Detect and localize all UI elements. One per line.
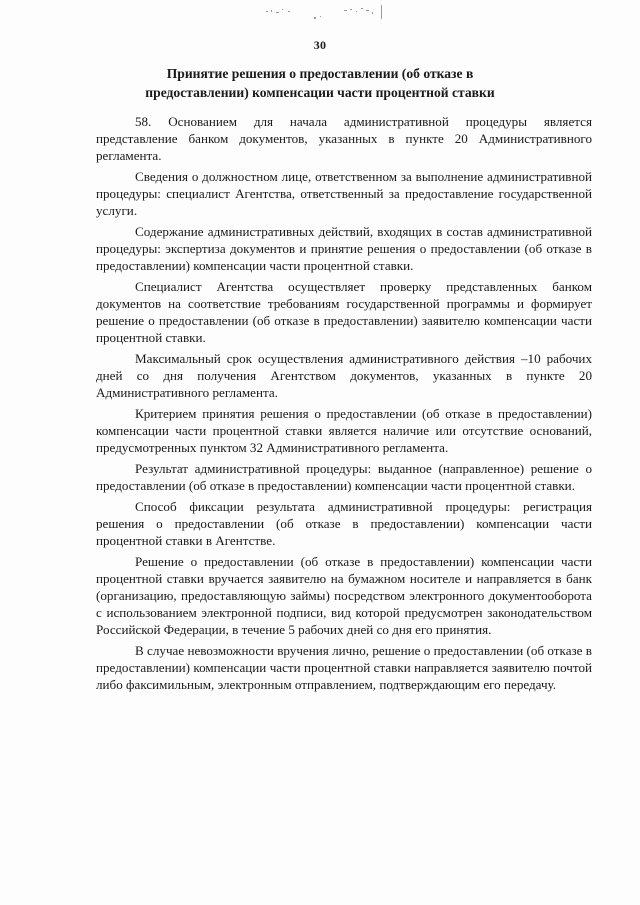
section-title-line: Принятие решения о предоставлении (об отказе в	[166, 66, 474, 81]
paragraph: Критерием принятия решения о предоставлении (об отказе в предоставлении) компенсации части процентной ставки является наличие или отсутствие оснований, предусмотренных пунктом 32 Административного регламента.	[96, 406, 592, 455]
paragraph: Решение о предоставлении (об отказе в предоставлении) компенсации части процентной ставки вручается заявителю на бумажном носителе и направляется в банк (организацию, предоставляющую займы) посредством электронного документооборота с использованием электронной подписи, вид которой предусмотрен законодательством Российской Федерации, в течение 5 рабочих дней со дня его принятия.	[96, 554, 592, 637]
paragraph: Сведения о должностном лице, ответственном за выполнение административной процедуры: специалист Агентства, ответственный за предоставление государственной услуги.	[96, 169, 592, 218]
paragraph: Результат административной процедуры: выданное (направленное) решение о предоставлении (об отказе в предоставлении) компенсации части процентной ставки.	[96, 461, 592, 493]
paragraph: В случае невозможности вручения лично, решение о предоставлении (об отказе в предоставлении) компенсации части процентной ставки направляется заявителю почтой либо факсимильным, электронным отправлением, подтверждающим его передачу.	[96, 643, 592, 692]
paragraph: Способ фиксации результата административной процедуры: регистрация решения о предоставлении (об отказе в предоставлении) компенсации части процентной ставки в Агентстве.	[96, 499, 592, 548]
section-title	[90, 64, 550, 102]
section-title-line: предоставлении) компенсации части процентной ставки	[145, 85, 495, 100]
paragraph: Максимальный срок осуществления административного действия –10 рабочих дней со дня получения Агентством документов, указанных в пункте 20 Административного регламента.	[96, 351, 592, 400]
paragraph: Содержание административных действий, входящих в состав административной процедуры: экспертиза документов и принятие решения о предоставлении (об отказе в предоставлении) компенсации части процентной ставки.	[96, 224, 592, 273]
document-body	[96, 113, 592, 697]
page-number: 30	[313, 38, 327, 52]
paragraph: Специалист Агентства осуществляет проверку представленных банком документов на соответствие требованиям государственной программы и формирует решение о предоставлении (об отказе в предоставлении) заявителю компенсации части процентной ставки.	[96, 279, 592, 345]
paragraph: 58. Основанием для начала административной процедуры является представление банком документов, указанных в пункте 20 Административного регламента.	[96, 114, 592, 163]
scan-artifact	[262, 2, 392, 24]
